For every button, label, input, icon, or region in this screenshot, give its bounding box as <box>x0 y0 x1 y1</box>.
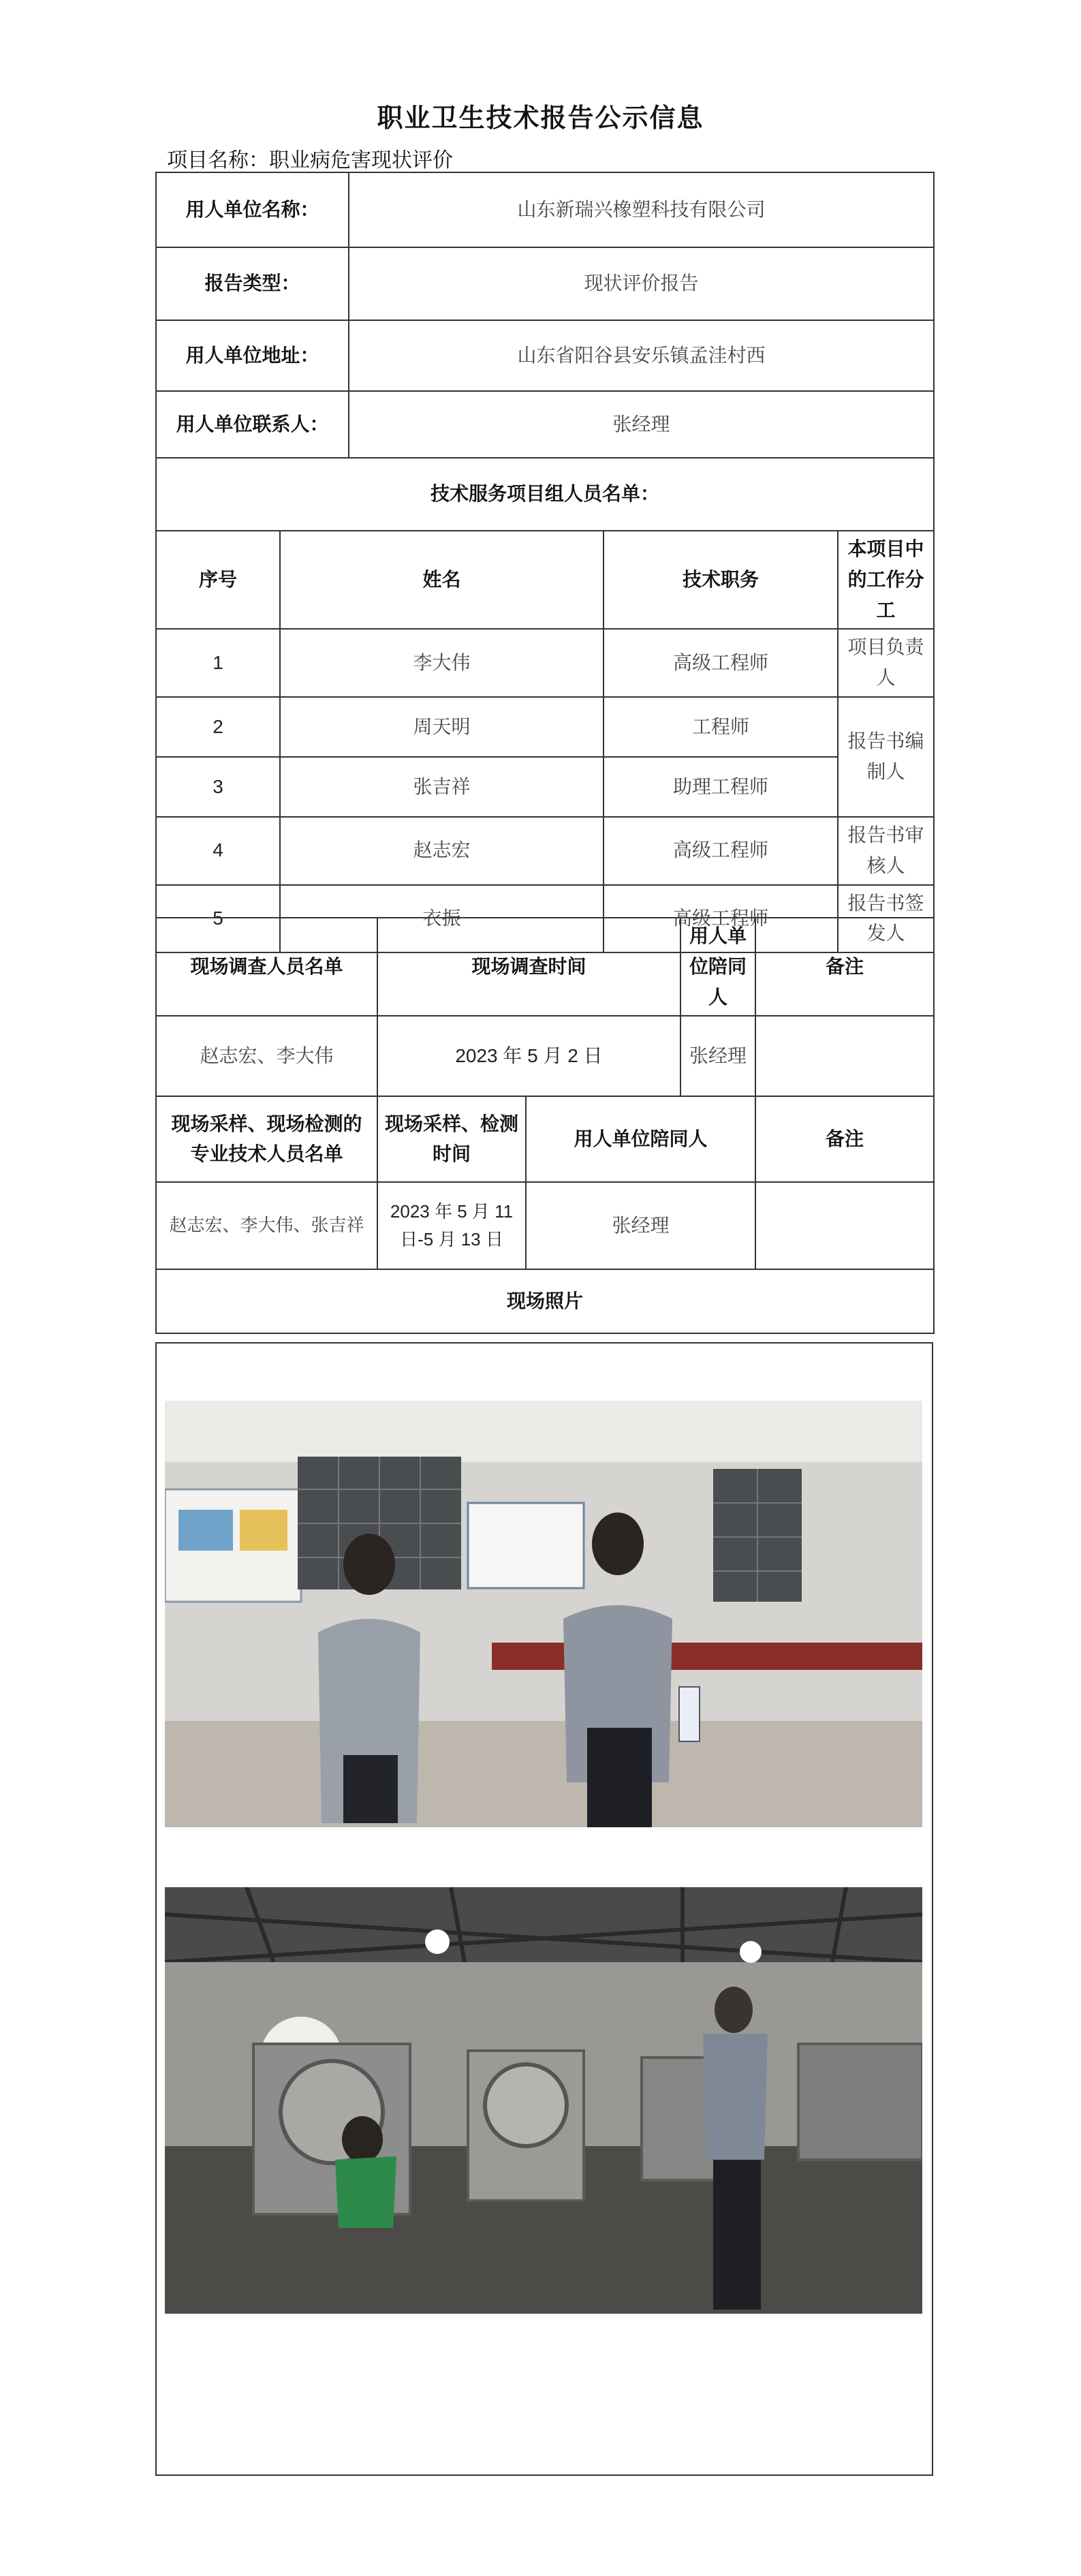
address-value: 山东省阳谷县安乐镇孟洼村西 <box>349 320 934 391</box>
row-title: 高级工程师 <box>604 885 838 953</box>
row-no: 3 <box>156 757 280 817</box>
team-header-row <box>156 531 934 629</box>
project-line <box>167 143 453 173</box>
address-row <box>156 320 934 391</box>
survey-staff-header: 现场调查人员名单 <box>156 918 377 1016</box>
row-no: 5 <box>156 885 280 953</box>
photos-heading: 现场照片 <box>156 1269 934 1333</box>
row-no: 4 <box>156 817 280 885</box>
row-no: 1 <box>156 629 280 697</box>
contact-value: 张经理 <box>349 391 934 458</box>
project-label: 项目名称： <box>167 149 269 172</box>
contact-label: 用人单位联系人： <box>156 391 349 458</box>
row-role: 报告书审核人 <box>838 817 934 885</box>
survey-time-header: 现场调查时间 <box>377 918 680 1016</box>
survey-value-row <box>156 1016 934 1096</box>
employer-name-row <box>156 172 934 247</box>
employer-name-label: 用人单位名称： <box>156 172 349 247</box>
survey-header-row <box>156 918 934 1016</box>
survey-sampling-table <box>155 917 935 1334</box>
team-heading: 技术服务项目组人员名单： <box>156 458 934 531</box>
survey-note-header: 备注 <box>755 918 934 1016</box>
report-info-table <box>155 172 935 953</box>
survey-companion-header: 用人单位陪同人 <box>680 918 755 1016</box>
table-row <box>156 697 934 757</box>
contact-row <box>156 391 934 458</box>
sampling-date: 2023 年 5 月 11 日-5 月 13 日 <box>377 1182 526 1269</box>
survey-note <box>755 1016 934 1096</box>
survey-date: 2023 年 5 月 2 日 <box>377 1016 680 1096</box>
sampling-note <box>755 1182 934 1269</box>
report-type-row <box>156 247 934 320</box>
col-header-name: 姓名 <box>280 531 604 629</box>
employer-name-value: 山东新瑞兴橡塑科技有限公司 <box>349 172 934 247</box>
row-role: 报告书签发人 <box>838 885 934 953</box>
project-name: 职业病危害现状评价 <box>269 149 453 172</box>
report-type-label: 报告类型： <box>156 247 349 320</box>
address-label: 用人单位地址： <box>156 320 349 391</box>
row-no: 2 <box>156 697 280 757</box>
row-name: 衣振 <box>280 885 604 953</box>
row-name: 周天明 <box>280 697 604 757</box>
row-title: 助理工程师 <box>604 757 838 817</box>
col-header-no: 序号 <box>156 531 280 629</box>
sampling-companion: 张经理 <box>526 1182 755 1269</box>
sampling-companion-header: 用人单位陪同人 <box>526 1096 755 1182</box>
col-header-role: 本项目中的工作分工 <box>838 531 934 629</box>
survey-staff: 赵志宏、李大伟 <box>156 1016 377 1096</box>
team-heading-row <box>156 458 934 531</box>
sampling-header-row <box>156 1096 934 1182</box>
row-name: 张吉祥 <box>280 757 604 817</box>
photos-heading-row <box>156 1269 934 1333</box>
row-title: 高级工程师 <box>604 629 838 697</box>
row-name: 李大伟 <box>280 629 604 697</box>
table-row <box>156 817 934 885</box>
sampling-staff-header: 现场采样、现场检测的专业技术人员名单 <box>156 1096 377 1182</box>
table-row <box>156 629 934 697</box>
sampling-time-header: 现场采样、检测时间 <box>377 1096 526 1182</box>
sampling-note-header: 备注 <box>755 1096 934 1182</box>
row-role: 项目负责人 <box>838 629 934 697</box>
row-name: 赵志宏 <box>280 817 604 885</box>
report-type-value: 现状评价报告 <box>349 247 934 320</box>
survey-companion: 张经理 <box>680 1016 755 1096</box>
sampling-staff: 赵志宏、李大伟、张吉祥 <box>156 1182 377 1269</box>
site-photo-workshop <box>165 1887 922 2314</box>
sampling-value-row <box>156 1182 934 1269</box>
row-role: 报告书编制人 <box>838 697 934 817</box>
col-header-title: 技术职务 <box>604 531 838 629</box>
photos-box <box>155 1342 933 2476</box>
row-title: 工程师 <box>604 697 838 757</box>
site-photo-investigators <box>165 1401 922 1827</box>
table-row <box>156 757 934 817</box>
row-title: 高级工程师 <box>604 817 838 885</box>
page-title: 职业卫生技术报告公示信息 <box>377 103 704 133</box>
